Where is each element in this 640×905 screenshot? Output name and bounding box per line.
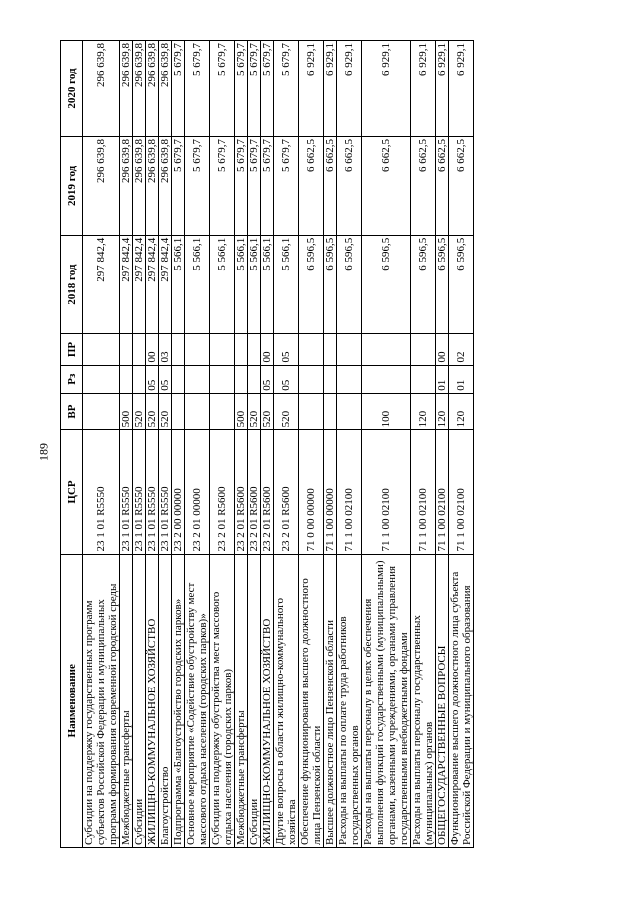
row-csr-cell: 23 1 01 R5550	[146, 430, 159, 554]
row-name-cell: Расходы на выплаты персоналу в целях обеспечения выполнения функций государственными (муниципальными) органами, казенными учреждениями, органами управления государственными внебюджетными фондами	[362, 554, 411, 847]
row-rz-cell: 05	[274, 365, 299, 393]
row-2018-cell: 5 566,1	[274, 235, 299, 334]
row-rz-cell: 05	[159, 365, 172, 393]
row-vr-cell: 520	[274, 393, 299, 430]
row-pr-cell	[299, 334, 324, 365]
row-csr-cell: 23 2 01 R5600	[210, 430, 235, 554]
row-name-cell: Субсидии	[248, 554, 261, 847]
row-rz-cell	[172, 365, 185, 393]
table-row	[261, 41, 274, 848]
table-row	[299, 41, 324, 848]
row-csr-cell: 71 1 00 02100	[337, 430, 362, 554]
row-vr-cell	[324, 393, 337, 430]
row-vr-cell	[299, 393, 324, 430]
header-2020: 2020 год	[61, 41, 83, 137]
row-vr-cell	[210, 393, 235, 430]
row-rz-cell	[120, 365, 133, 393]
row-pr-cell	[411, 334, 436, 365]
row-2018-cell: 5 566,1	[248, 235, 261, 334]
row-2019-cell: 6 662,5	[411, 137, 436, 236]
row-name-cell: Благоустройство	[159, 554, 172, 847]
row-2018-cell: 6 596,5	[337, 235, 362, 334]
header-csr: ЦСР	[61, 430, 83, 554]
row-vr-cell	[185, 393, 210, 430]
row-2020-cell: 5 679,7	[235, 41, 248, 137]
row-2018-cell: 6 596,5	[324, 235, 337, 334]
row-2019-cell: 296 639,8	[159, 137, 172, 236]
row-2019-cell: 5 679,7	[172, 137, 185, 236]
row-pr-cell	[210, 334, 235, 365]
row-2018-cell: 297 842,4	[159, 235, 172, 334]
table-row	[324, 41, 337, 848]
row-2020-cell: 5 679,7	[185, 41, 210, 137]
row-vr-cell: 500	[120, 393, 133, 430]
row-pr-cell	[362, 334, 411, 365]
header-vr: ВР	[61, 393, 83, 430]
table-row	[146, 41, 159, 848]
budget-table-container	[60, 40, 615, 848]
row-vr-cell: 520	[248, 393, 261, 430]
row-2018-cell: 297 842,4	[146, 235, 159, 334]
table-row	[83, 41, 120, 848]
row-vr-cell	[172, 393, 185, 430]
row-2019-cell: 5 679,7	[210, 137, 235, 236]
row-2018-cell: 5 566,1	[261, 235, 274, 334]
table-row	[248, 41, 261, 848]
row-csr-cell: 23 2 01 R5600	[274, 430, 299, 554]
row-2020-cell: 6 929,1	[324, 41, 337, 137]
table-row	[235, 41, 248, 848]
row-2019-cell: 296 639,8	[133, 137, 146, 236]
row-rz-cell	[210, 365, 235, 393]
row-csr-cell: 23 2 01 R5600	[248, 430, 261, 554]
row-csr-cell: 23 1 01 R5550	[159, 430, 172, 554]
row-2019-cell: 5 679,7	[274, 137, 299, 236]
row-pr-cell	[324, 334, 337, 365]
header-rz: Рз	[61, 365, 83, 393]
row-name-cell: Высшее должностное лицо Пензенской области	[324, 554, 337, 847]
row-2019-cell: 296 639,8	[83, 137, 120, 236]
row-2018-cell: 5 566,1	[172, 235, 185, 334]
row-rz-cell	[235, 365, 248, 393]
row-name-cell: Расходы на выплаты по оплате труда работников государственных органов	[337, 554, 362, 847]
row-name-cell: ЖИЛИЩНО-КОММУНАЛЬНОЕ ХОЗЯЙСТВО	[146, 554, 159, 847]
header-name: Наименование	[61, 554, 83, 847]
row-2020-cell: 296 639,8	[83, 41, 120, 137]
row-rz-cell	[299, 365, 324, 393]
row-pr-cell	[235, 334, 248, 365]
row-vr-cell: 520	[133, 393, 146, 430]
page-number-text: 189	[36, 443, 51, 461]
row-vr-cell: 120	[411, 393, 436, 430]
row-csr-cell: 71 0 00 00000	[299, 430, 324, 554]
row-pr-cell: 03	[159, 334, 172, 365]
row-name-cell: Подпрограмма «Благоустройство городских парков»	[172, 554, 185, 847]
row-pr-cell: 00	[261, 334, 274, 365]
row-2020-cell: 6 929,1	[362, 41, 411, 137]
row-name-cell: ЖИЛИЩНО-КОММУНАЛЬНОЕ ХОЗЯЙСТВО	[261, 554, 274, 847]
table-row	[337, 41, 362, 848]
row-rz-cell: 05	[146, 365, 159, 393]
row-name-cell: Другие вопросы в области жилищно-коммунального хозяйства	[274, 554, 299, 847]
table-row	[436, 41, 449, 848]
header-pr: ПР	[61, 334, 83, 365]
row-csr-cell: 71 1 00 02100	[362, 430, 411, 554]
row-pr-cell	[337, 334, 362, 365]
row-rz-cell	[83, 365, 120, 393]
table-row	[159, 41, 172, 848]
row-2019-cell: 6 662,5	[324, 137, 337, 236]
row-2020-cell: 6 929,1	[411, 41, 436, 137]
row-pr-cell: 05	[274, 334, 299, 365]
row-rz-cell	[337, 365, 362, 393]
row-vr-cell: 500	[235, 393, 248, 430]
row-rz-cell	[362, 365, 411, 393]
row-csr-cell: 23 1 01 R5550	[120, 430, 133, 554]
row-pr-cell	[120, 334, 133, 365]
row-2020-cell: 6 929,1	[299, 41, 324, 137]
row-pr-cell: 00	[436, 334, 449, 365]
row-csr-cell: 71 1 00 00000	[324, 430, 337, 554]
row-name-cell: Межбюджетные трансферты	[120, 554, 133, 847]
row-pr-cell: 00	[146, 334, 159, 365]
row-name-cell: Обеспечение функционирования высшего должностного лица Пензенской области	[299, 554, 324, 847]
table-row	[185, 41, 210, 848]
row-2018-cell: 297 842,4	[120, 235, 133, 334]
row-name-cell: Межбюджетные трансферты	[235, 554, 248, 847]
row-vr-cell: 520	[146, 393, 159, 430]
table-row	[274, 41, 299, 848]
row-rz-cell: 01	[436, 365, 449, 393]
row-csr-cell: 71 1 00 02100	[436, 430, 449, 554]
row-name-cell: Расходы на выплаты персоналу государственных (муниципальных) органов	[411, 554, 436, 847]
row-csr-cell: 71 1 00 02100	[449, 430, 474, 554]
row-2019-cell: 6 662,5	[436, 137, 449, 236]
row-vr-cell: 100	[362, 393, 411, 430]
row-vr-cell	[83, 393, 120, 430]
row-2020-cell: 296 639,8	[133, 41, 146, 137]
row-2019-cell: 6 662,5	[299, 137, 324, 236]
row-csr-cell: 23 1 01 R5550	[83, 430, 120, 554]
row-2019-cell: 6 662,5	[362, 137, 411, 236]
row-rz-cell	[185, 365, 210, 393]
row-2018-cell: 6 596,5	[362, 235, 411, 334]
header-2019: 2019 год	[61, 137, 83, 236]
row-vr-cell: 520	[261, 393, 274, 430]
row-vr-cell: 120	[449, 393, 474, 430]
row-2019-cell: 5 679,7	[185, 137, 210, 236]
row-2020-cell: 6 929,1	[337, 41, 362, 137]
row-pr-cell	[185, 334, 210, 365]
row-2018-cell: 6 596,5	[411, 235, 436, 334]
header-2018: 2018 год	[61, 235, 83, 334]
row-2019-cell: 5 679,7	[248, 137, 261, 236]
row-vr-cell: 520	[159, 393, 172, 430]
row-2019-cell: 296 639,8	[146, 137, 159, 236]
table-body	[83, 41, 474, 848]
row-rz-cell	[133, 365, 146, 393]
row-pr-cell	[172, 334, 185, 365]
table-row	[411, 41, 436, 848]
row-2020-cell: 296 639,8	[120, 41, 133, 137]
row-name-cell: Субсидии на поддержку обустройства мест массового отдыха населения (городских парков)	[210, 554, 235, 847]
row-rz-cell: 01	[449, 365, 474, 393]
row-2018-cell: 5 566,1	[210, 235, 235, 334]
table-row	[133, 41, 146, 848]
row-2019-cell: 296 639,8	[120, 137, 133, 236]
table-row	[362, 41, 411, 848]
row-rz-cell: 05	[261, 365, 274, 393]
table-row	[449, 41, 474, 848]
row-2019-cell: 6 662,5	[449, 137, 474, 236]
row-csr-cell: 23 2 01 R5600	[235, 430, 248, 554]
row-2018-cell: 297 842,4	[83, 235, 120, 334]
row-csr-cell: 23 2 00 00000	[172, 430, 185, 554]
row-2019-cell: 5 679,7	[235, 137, 248, 236]
row-rz-cell	[411, 365, 436, 393]
row-2020-cell: 296 639,8	[159, 41, 172, 137]
budget-table	[60, 40, 474, 848]
row-name-cell: Субсидии	[133, 554, 146, 847]
row-2020-cell: 5 679,7	[172, 41, 185, 137]
header-row	[61, 41, 83, 848]
row-rz-cell	[324, 365, 337, 393]
row-name-cell: ОБЩЕГОСУДАРСТВЕННЫЕ ВОПРОСЫ	[436, 554, 449, 847]
row-vr-cell	[337, 393, 362, 430]
row-2018-cell: 6 596,5	[449, 235, 474, 334]
row-rz-cell	[248, 365, 261, 393]
row-name-cell: Основное мероприятие «Содействие обустройству мест массового отдыха населения (городских парков)»	[185, 554, 210, 847]
row-2020-cell: 5 679,7	[248, 41, 261, 137]
row-2018-cell: 297 842,4	[133, 235, 146, 334]
row-2018-cell: 6 596,5	[436, 235, 449, 334]
row-2018-cell: 5 566,1	[185, 235, 210, 334]
row-csr-cell: 23 2 01 00000	[185, 430, 210, 554]
row-2019-cell: 5 679,7	[261, 137, 274, 236]
row-2018-cell: 5 566,1	[235, 235, 248, 334]
row-pr-cell	[133, 334, 146, 365]
row-name-cell: Субсидии на поддержку государственных программ субъектов Российской Федерации и муниципальных программ формирования современной городской среды	[83, 554, 120, 847]
table-row	[210, 41, 235, 848]
row-pr-cell: 02	[449, 334, 474, 365]
row-csr-cell: 23 2 01 R5600	[261, 430, 274, 554]
row-pr-cell	[83, 334, 120, 365]
row-2020-cell: 5 679,7	[274, 41, 299, 137]
row-csr-cell: 23 1 01 R5550	[133, 430, 146, 554]
row-vr-cell: 120	[436, 393, 449, 430]
row-2019-cell: 6 662,5	[337, 137, 362, 236]
row-2020-cell: 5 679,7	[261, 41, 274, 137]
table-row	[172, 41, 185, 848]
row-pr-cell	[248, 334, 261, 365]
row-2020-cell: 5 679,7	[210, 41, 235, 137]
row-2020-cell: 6 929,1	[449, 41, 474, 137]
table-row	[120, 41, 133, 848]
row-csr-cell: 71 1 00 02100	[411, 430, 436, 554]
row-name-cell: Функционирование высшего должностного лица субъекта Российской Федерации и муниципального образования	[449, 554, 474, 847]
row-2018-cell: 6 596,5	[299, 235, 324, 334]
row-2020-cell: 296 639,8	[146, 41, 159, 137]
row-2020-cell: 6 929,1	[436, 41, 449, 137]
